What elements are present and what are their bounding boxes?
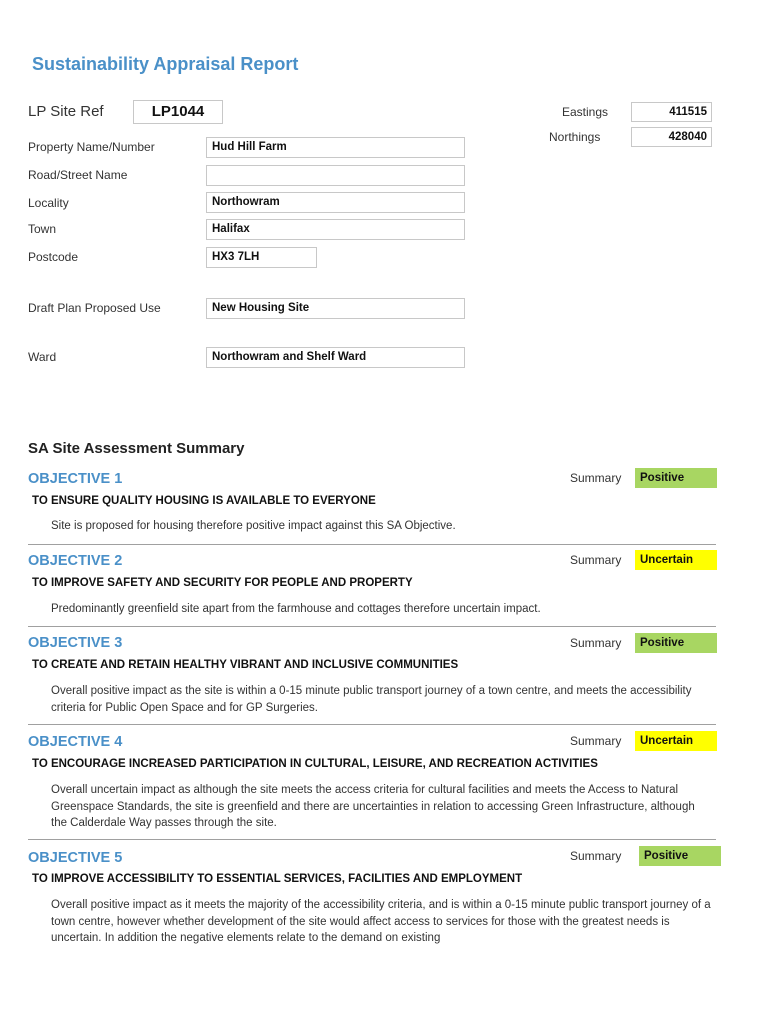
- northings-label: Northings: [549, 130, 601, 144]
- objective-2-summary-label: Summary: [570, 553, 622, 567]
- objective-3-status-badge: Positive: [635, 633, 717, 653]
- eastings-field[interactable]: 411515: [631, 102, 712, 122]
- property-name-label: Property Name/Number: [28, 140, 155, 154]
- objective-3-subtitle: TO CREATE AND RETAIN HEALTHY VIBRANT AND INCLUSIVE COMMUNITIES: [32, 659, 459, 671]
- proposed-use-label: Draft Plan Proposed Use: [28, 301, 161, 315]
- assessment-heading: SA Site Assessment Summary: [28, 440, 245, 457]
- objective-1-text: Site is proposed for housing therefore positive impact against this SA Objective.: [51, 520, 456, 532]
- postcode-field[interactable]: HX3 7LH: [206, 247, 317, 268]
- objective-4-text: Overall uncertain impact as although the site meets the access criteria for cultural facilities and meets the Access to Natural Greenspace Standards, the site is greenfield and there are uncertainties in relation to accessing Green Infrastructure, although the Calderdale Way passes through the site.: [51, 784, 695, 829]
- objective-2-subtitle: TO IMPROVE SAFETY AND SECURITY FOR PEOPLE AND PROPERTY: [32, 577, 413, 589]
- town-field[interactable]: Halifax: [206, 219, 465, 240]
- objective-divider: [28, 626, 716, 627]
- objective-5-status-badge: Positive: [639, 846, 721, 866]
- objective-5-subtitle: TO IMPROVE ACCESSIBILITY TO ESSENTIAL SERVICES, FACILITIES AND EMPLOYMENT: [32, 873, 523, 885]
- report-title: Sustainability Appraisal Report: [32, 54, 299, 74]
- objective-5-text: Overall positive impact as it meets the majority of the accessibility criteria, and is within a 0-15 minute public transport journey of a town centre, however whether development of the site would affect access to services for those with the greatest needs is uncertain. In addition the negative elements relate to the demand on existing: [51, 899, 711, 944]
- site-ref-field[interactable]: LP1044: [133, 100, 223, 124]
- objective-5-summary-label: Summary: [570, 849, 622, 863]
- objective-3-text: Overall positive impact as the site is within a 0-15 minute public transport journey of a town centre, and meets the accessibility criteria for Public Open Space and for GP Surgeries.: [51, 685, 692, 714]
- road-street-label: Road/Street Name: [28, 168, 128, 182]
- objective-5-title: OBJECTIVE 5: [28, 850, 123, 866]
- northings-field[interactable]: 428040: [631, 127, 712, 147]
- objective-divider: [28, 544, 716, 545]
- objective-divider: [28, 839, 716, 840]
- objective-4-status-badge: Uncertain: [635, 731, 717, 751]
- objective-4-title: OBJECTIVE 4: [28, 734, 123, 750]
- proposed-use-field[interactable]: New Housing Site: [206, 298, 465, 319]
- locality-field[interactable]: Northowram: [206, 192, 465, 213]
- ward-field[interactable]: Northowram and Shelf Ward: [206, 347, 465, 368]
- objective-3-summary-label: Summary: [570, 636, 622, 650]
- objective-divider: [28, 724, 716, 725]
- property-name-field[interactable]: Hud Hill Farm: [206, 137, 465, 158]
- objective-4-subtitle: TO ENCOURAGE INCREASED PARTICIPATION IN CULTURAL, LEISURE, AND RECREATION ACTIVITIES: [32, 758, 598, 770]
- objective-3-title: OBJECTIVE 3: [28, 635, 123, 651]
- objective-2-status-badge: Uncertain: [635, 550, 717, 570]
- objective-2-title: OBJECTIVE 2: [28, 553, 123, 569]
- town-label: Town: [28, 222, 57, 236]
- objective-2-text: Predominantly greenfield site apart from the farmhouse and cottages therefore uncertain impact.: [51, 603, 541, 615]
- postcode-label: Postcode: [28, 250, 79, 264]
- objective-1-status-badge: Positive: [635, 468, 717, 488]
- objective-1-title: OBJECTIVE 1: [28, 471, 123, 487]
- locality-label: Locality: [28, 196, 69, 210]
- site-ref-label: LP Site Ref: [28, 103, 104, 120]
- objective-1-summary-label: Summary: [570, 471, 622, 485]
- objective-4-summary-label: Summary: [570, 734, 622, 748]
- objective-1-subtitle: TO ENSURE QUALITY HOUSING IS AVAILABLE TO EVERYONE: [32, 495, 376, 507]
- road-street-field[interactable]: [206, 165, 465, 186]
- eastings-label: Eastings: [562, 105, 609, 119]
- ward-label: Ward: [28, 350, 57, 364]
